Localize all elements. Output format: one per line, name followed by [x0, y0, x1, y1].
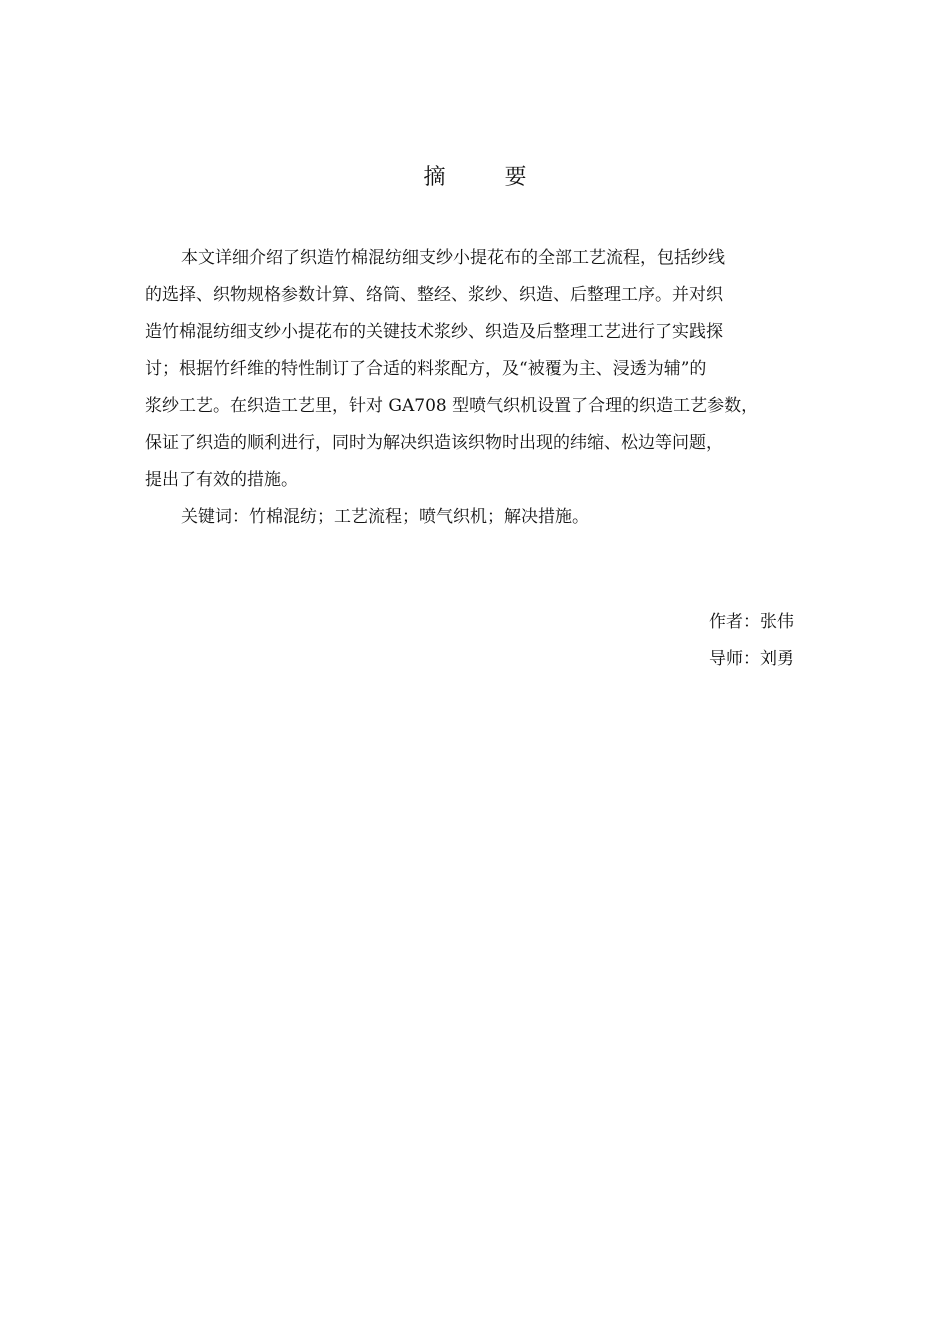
signature-block: [709, 604, 794, 678]
keywords-line: 关键词：竹棉混纺；工艺流程；喷气织机；解决措施。: [181, 507, 589, 527]
abstract-line: 提出了有效的措施。: [145, 470, 298, 490]
abstract-line: 讨；根据竹纤维的特性制订了合适的料浆配方，及“被覆为主、浸透为辅”的: [145, 359, 707, 379]
abstract-line: 本文详细介绍了织造竹棉混纺细支纱小提花布的全部工艺流程，包括纱线: [181, 248, 725, 268]
abstract-line: 保证了织造的顺利进行，同时为解决织造该织物时出现的纬缩、松边等问题，: [145, 433, 723, 453]
abstract-line: 浆纱工艺。在织造工艺里，针对 GA708 型喷气织机设置了合理的织造工艺参数，: [145, 396, 759, 416]
abstract-line: 造竹棉混纺细支纱小提花布的关键技术浆纱、织造及后整理工艺进行了实践探: [145, 322, 723, 342]
abstract-line: 的选择、织物规格参数计算、络筒、整经、浆纱、织造、后整理工序。并对织: [145, 285, 723, 305]
abstract-title: 摘 要: [423, 165, 553, 190]
author-line: 作者：张伟: [709, 612, 794, 632]
advisor-line: 导师：刘勇: [709, 649, 794, 669]
abstract-body: [145, 240, 807, 536]
